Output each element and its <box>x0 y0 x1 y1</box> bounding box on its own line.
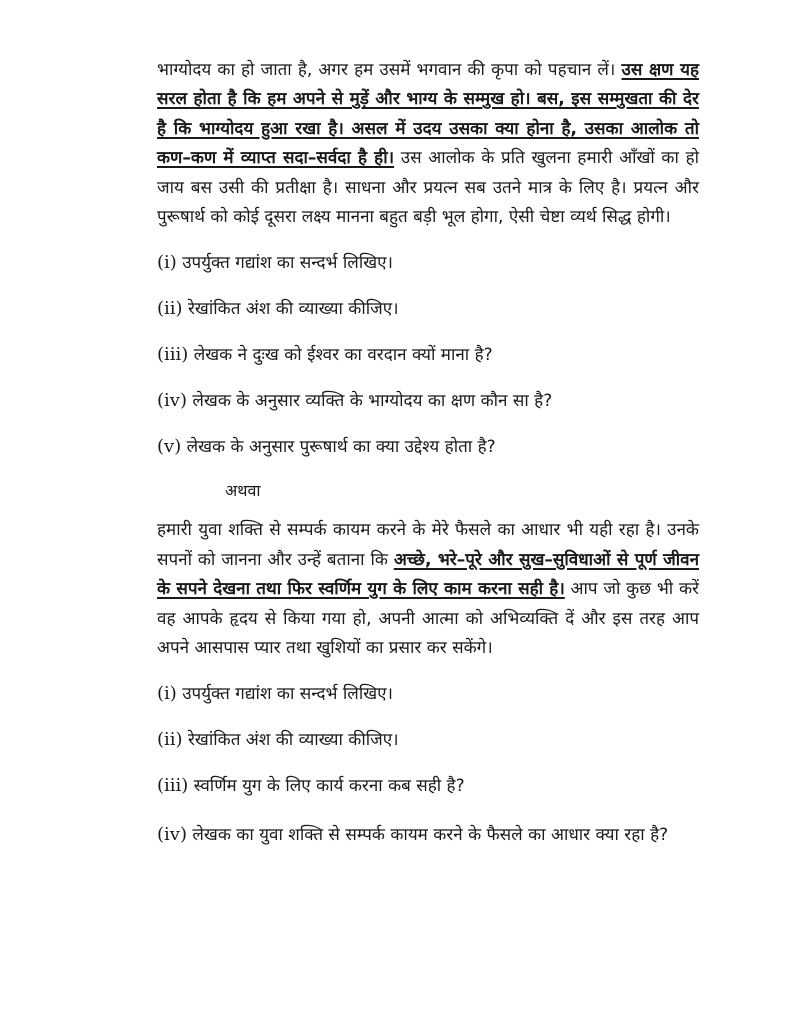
question-2-4 <box>157 820 699 850</box>
question-text: रेखांकित अंश की व्याख्या कीजिए। <box>187 299 399 320</box>
passage-2-tail: आप जो कुछ भी करें वह आपके हृदय से किया गया हो, अपनी आत्मा को अभिव्यक्ति दें और इस तरह आप अपने आसपास प्यार तथा खुशियों का प्रसार कर सकेंगे। <box>157 579 699 659</box>
passage-1 <box>157 56 699 232</box>
question-text: उपर्युक्त गद्यांश का सन्दर्भ लिखिए। <box>182 253 393 274</box>
passage-1-lead: भाग्योदय का हो जाता है, अगर हम उसमें भगवान की कृपा को पहचान लें। <box>157 60 616 80</box>
question-text: स्वर्णिम युग के लिए कार्य करना कब सही है? <box>193 776 465 797</box>
question-1-5 <box>157 435 699 459</box>
question-1-2 <box>157 297 699 321</box>
passage-2 <box>157 516 699 663</box>
question-text: लेखक के अनुसार पुरूषार्थ का क्या उद्देश्य होता है? <box>186 437 496 458</box>
question-2-1 <box>157 682 699 706</box>
question-2-3 <box>157 774 699 798</box>
question-number: (iv) <box>157 390 187 412</box>
question-number: (iii) <box>157 775 189 797</box>
question-number: (iv) <box>157 824 187 846</box>
question-text: लेखक का युवा शक्ति से सम्पर्क कायम करने के फैसले का आधार क्या रहा है? <box>192 825 669 846</box>
question-1-1 <box>157 251 699 275</box>
question-text: लेखक ने दुःख को ईश्वर का वरदान क्यों माना है? <box>193 345 493 366</box>
passage-2-lead: हमारी युवा शक्ति से सम्पर्क कायम करने के मेरे फैसले का आधार भी यही रहा है। उनके सपनों को जानना और उन्हें बताना कि <box>157 520 699 570</box>
question-text: लेखक के अनुसार व्यक्ति के भाग्योदय का क्षण कौन सा है? <box>192 391 553 412</box>
question-number: (i) <box>157 683 177 705</box>
question-number: (ii) <box>157 729 183 751</box>
athva-separator: अथवा <box>225 481 261 501</box>
passage-2-underlined: अच्छे, भरे–पूरे और सुख–सुविधाओं से पूर्ण जीवन के सपने देखना तथा फिर स्वर्णिम युग के लिए काम करना सही है। <box>157 549 700 600</box>
question-1-3 <box>157 343 699 367</box>
question-text: उपर्युक्त गद्यांश का सन्दर्भ लिखिए। <box>182 684 393 705</box>
passage-1-tail: उस आलोक के प्रति खुलना हमारी आँखों का हो जाय बस उसी की प्रतीक्षा है। साधना और प्रयत्न सब उतने मात्र के लिए है। प्रयत्न और पुरूषार्थ को कोई दूसरा लक्ष्य मानना बहुत बड़ी भूल होगा, ऐसी चेष्टा व्यर्थ सिद्ध होगी। <box>157 148 700 228</box>
question-number: (iii) <box>157 344 189 366</box>
question-2-2 <box>157 728 699 752</box>
question-number: (ii) <box>157 298 183 320</box>
passage-1-underlined: उस क्षण यह सरल होता है कि हम अपने से मुड़ें और भाग्य के सम्मुख हो। बस, इस सम्मुखता की देर है कि भाग्योदय हुआ रखा है। असल में उदय उसका क्या होना है, उसका आलोक तो कण–कण में व्याप्त सदा–सर्वदा है ही। <box>157 60 700 169</box>
question-1-4 <box>157 389 699 413</box>
document-page <box>157 56 699 850</box>
question-number: (i) <box>157 252 177 274</box>
question-text: रेखांकित अंश की व्याख्या कीजिए। <box>187 730 399 751</box>
question-number: (v) <box>157 436 182 458</box>
